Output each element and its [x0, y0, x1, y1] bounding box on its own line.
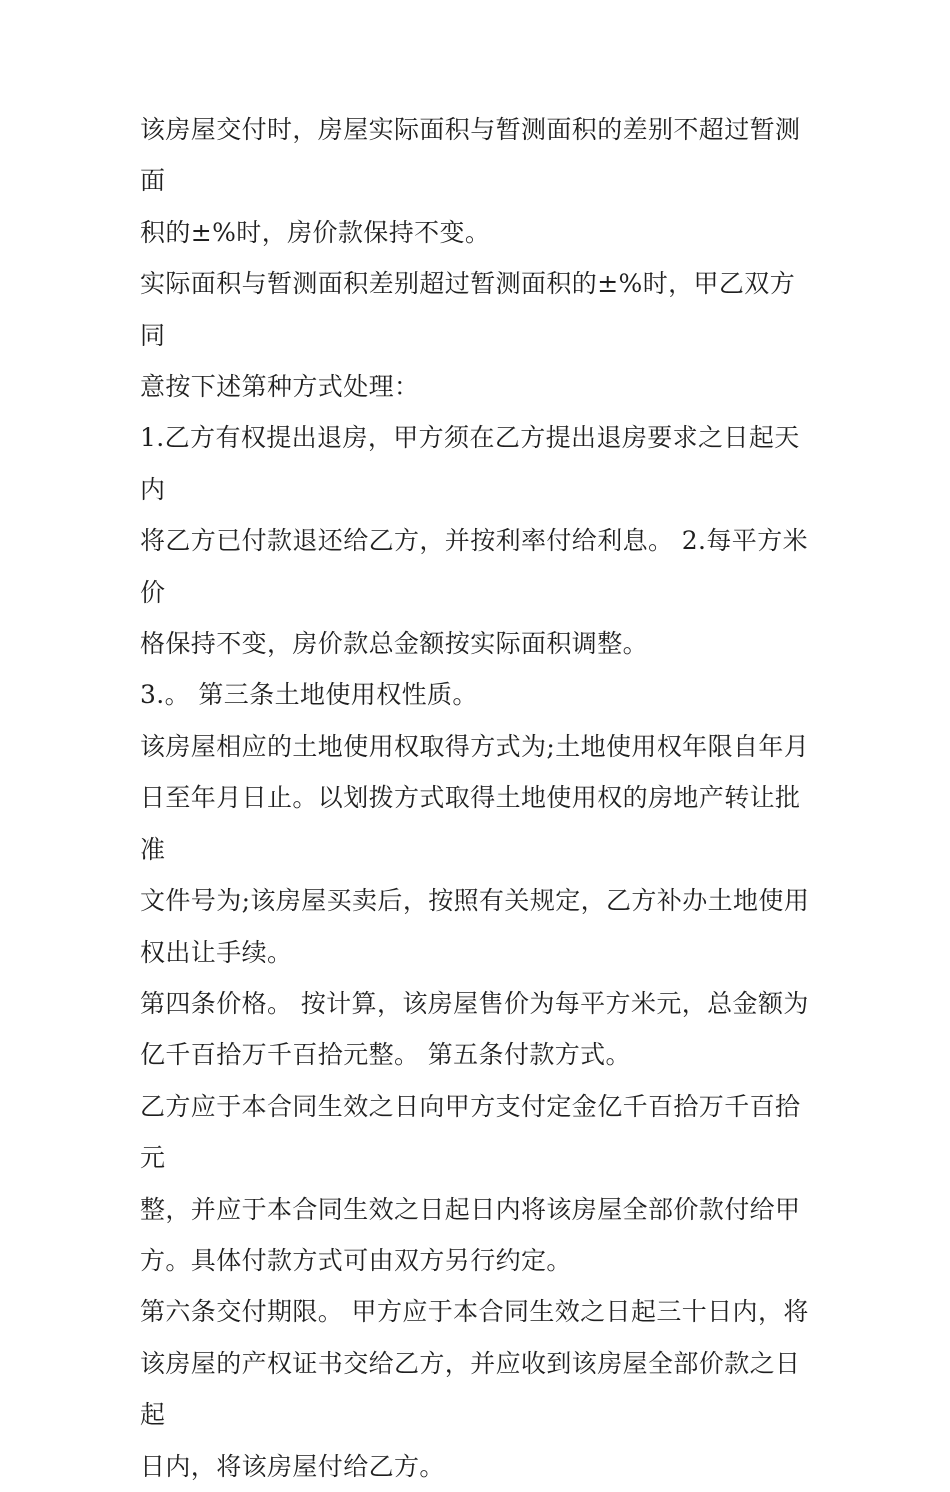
text-line: 第六条交付期限。 甲方应于本合同生效之日起三十日内，将: [140, 1297, 809, 1327]
text-line: 该房屋的产权证书交给乙方，并应收到该房屋全部价款之日起: [140, 1348, 801, 1430]
text-line: 意按下述第种方式处理：: [140, 372, 420, 402]
text-line: 该房屋相应的土地使用权取得方式为;土地使用权年限自年月: [140, 731, 810, 761]
text-line: 乙方应于本合同生效之日向甲方支付定金亿千百拾万千百拾元: [140, 1091, 801, 1173]
text-line: 权出让手续。: [140, 937, 293, 967]
document-body: [140, 104, 820, 1492]
text-line: 亿千百拾万千百拾元整。 第五条付款方式。: [140, 1040, 631, 1070]
text-line: 1.乙方有权提出退房，甲方须在乙方提出退房要求之日起天内: [140, 423, 800, 504]
text-line: 积的±%时，房价款保持不变。: [140, 217, 491, 247]
text-line: 文件号为;该房屋买卖后，按照有关规定，乙方补办土地使用: [140, 886, 810, 916]
text-line: 实际面积与暂测面积差别超过暂测面积的±%时，甲乙双方同: [140, 269, 796, 350]
text-line: 第四条价格。 按计算，该房屋售价为每平方米元，总金额为: [140, 988, 809, 1018]
text-line: 日至年月日止。以划拨方式取得土地使用权的房地产转让批准: [140, 783, 801, 864]
text-line: 该房屋交付时，房屋实际面积与暂测面积的差别不超过暂测面: [140, 115, 801, 196]
text-line: 格保持不变，房价款总金额按实际面积调整。: [140, 629, 649, 659]
text-line: 将乙方已付款退还给乙方，并按利率付给利息。 2.每平方米价: [140, 526, 809, 607]
text-line: 方。具体付款方式可由双方另行约定。: [140, 1245, 572, 1275]
text-line: 3.。 第三条土地使用权性质。: [140, 680, 478, 710]
text-line: 日内，将该房屋付给乙方。: [140, 1451, 445, 1481]
text-line: 整，并应于本合同生效之日起日内将该房屋全部价款付给甲: [140, 1194, 801, 1224]
